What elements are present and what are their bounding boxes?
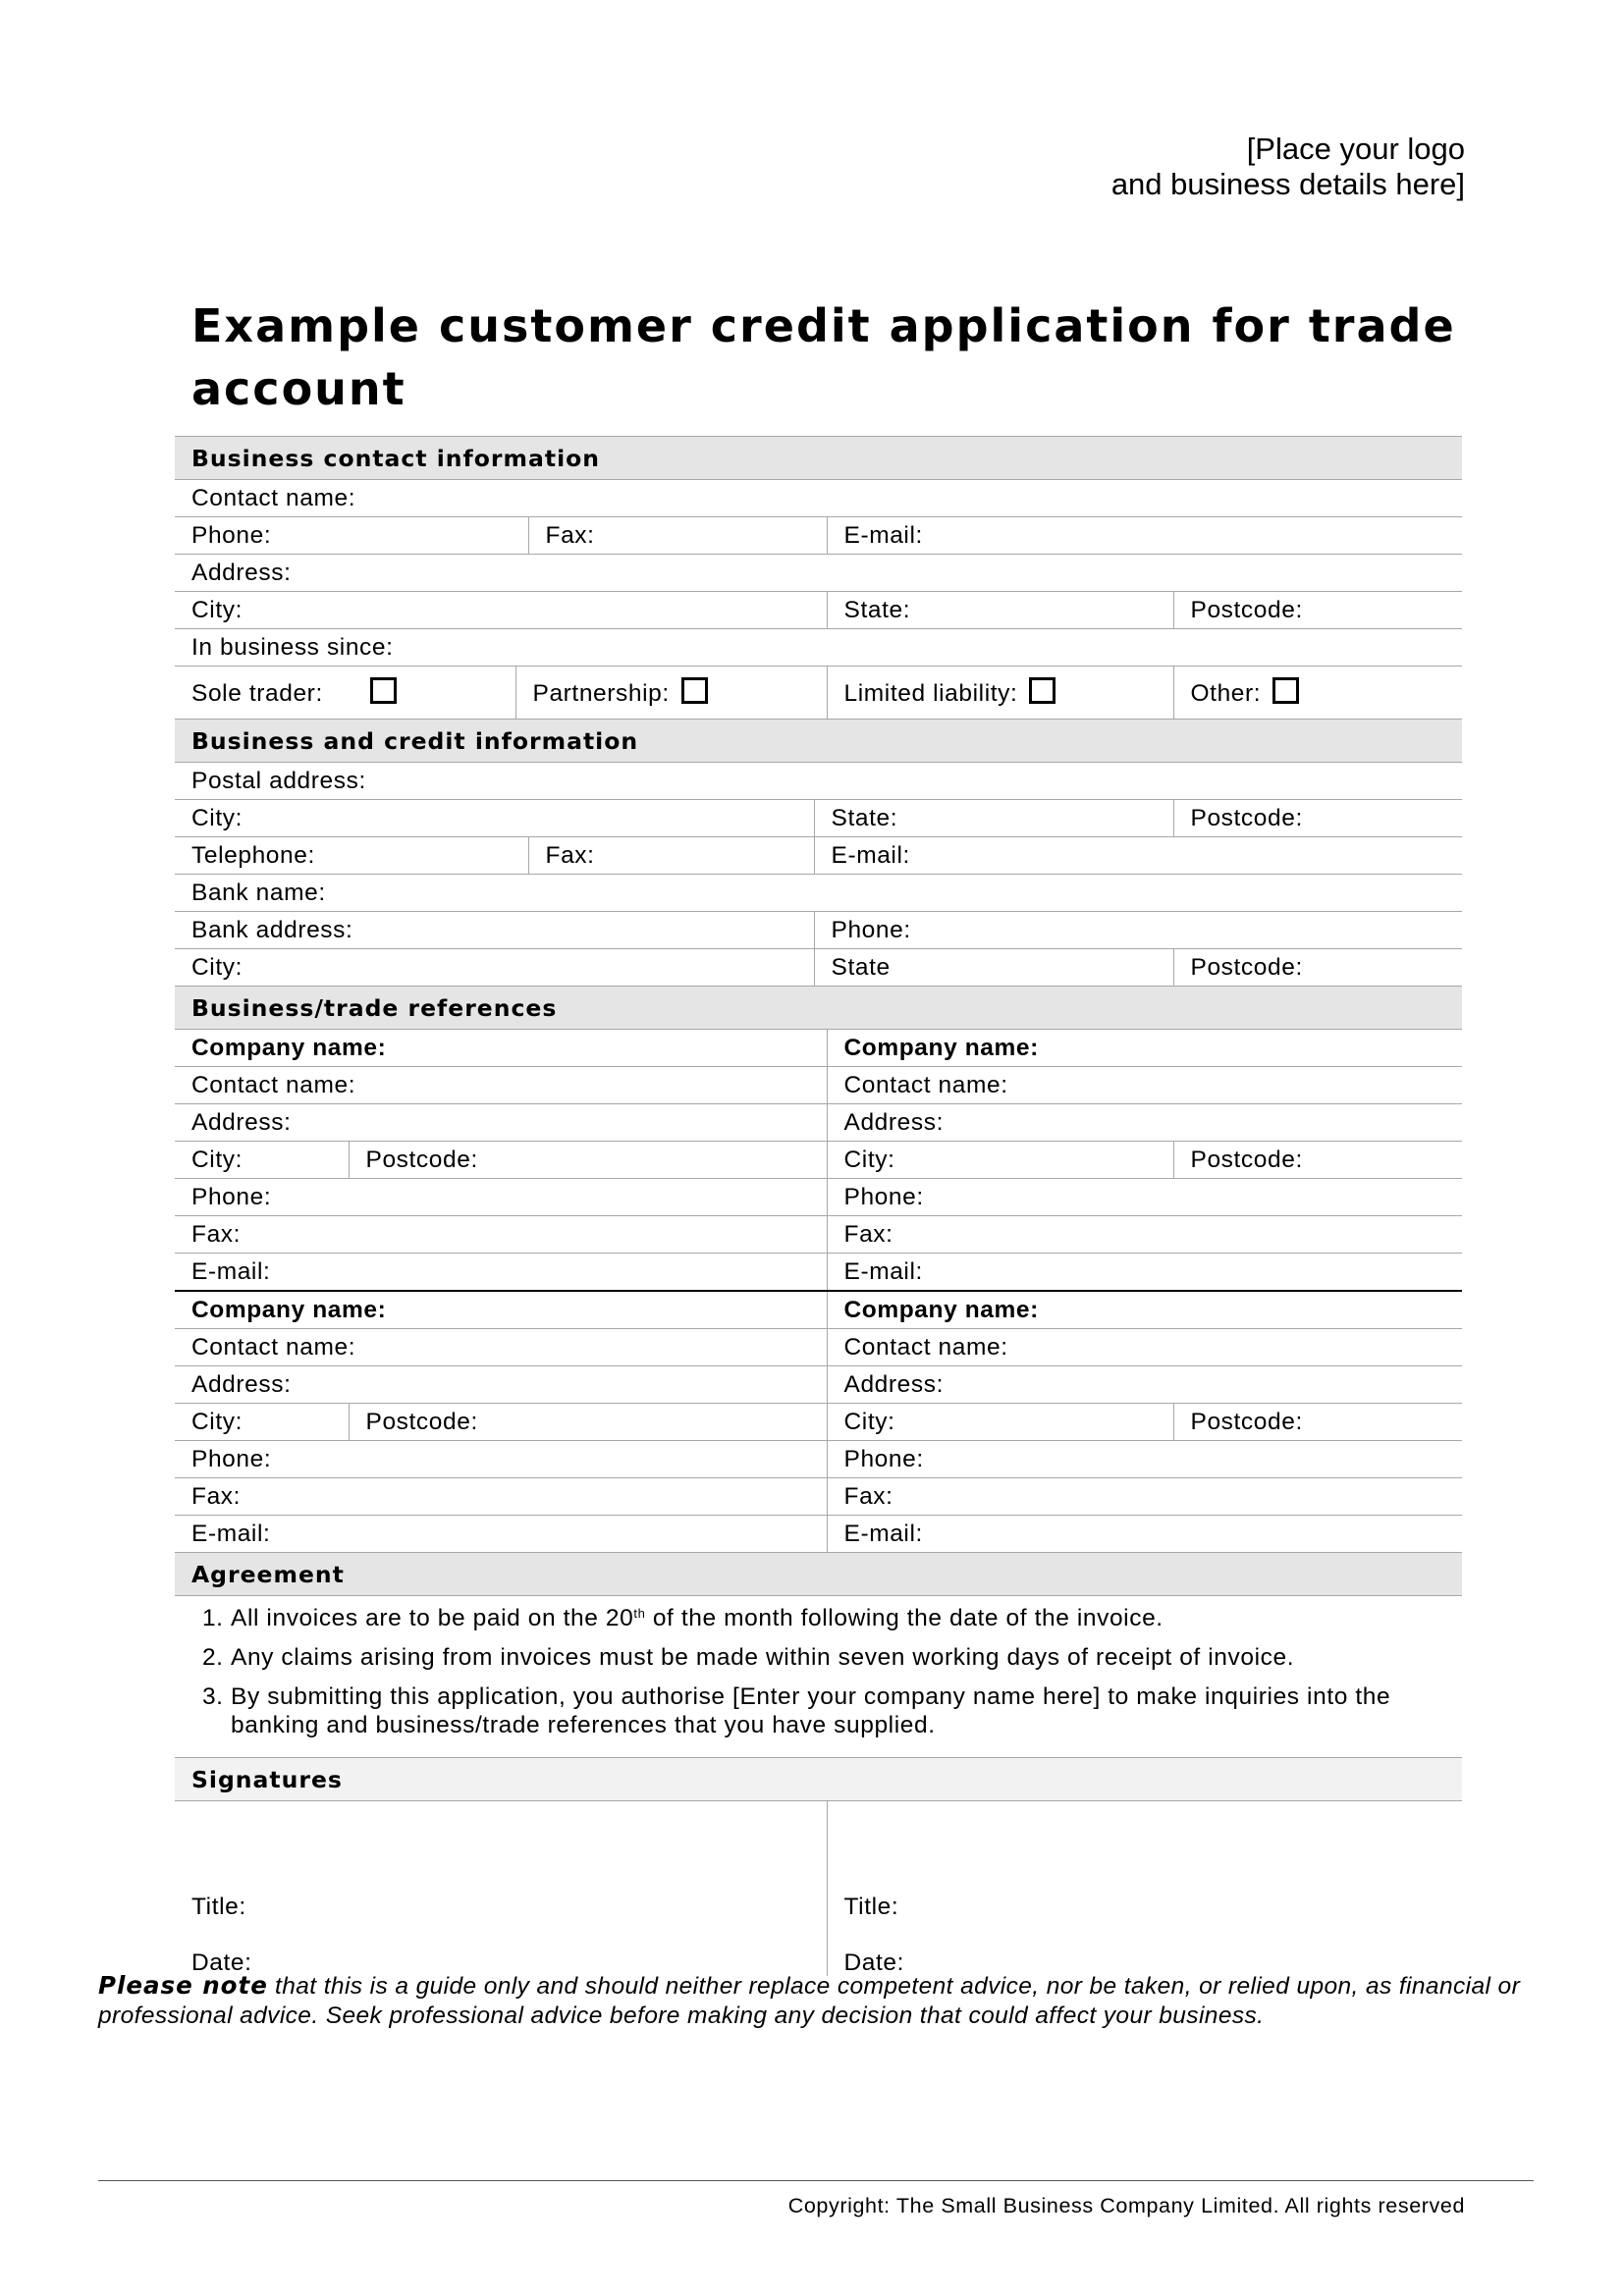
bank-postcode-field[interactable]: Postcode:: [1173, 949, 1462, 987]
form-row: [175, 1179, 1462, 1216]
form-row: [175, 1142, 1462, 1179]
signature-block-right[interactable]: [827, 1801, 1462, 1977]
ref1-email-field[interactable]: E-mail:: [175, 1254, 827, 1292]
form-row: [175, 1441, 1462, 1478]
ref4-postcode-field[interactable]: Postcode:: [1173, 1404, 1462, 1441]
copyright-notice: Copyright: The Small Business Company Limited. All rights reserved: [787, 2194, 1465, 2217]
term-item: 3. By submitting this application, you authorise [Enter your company name here] to make inquiries into the banking and business/trade references that you have supplied.: [231, 1682, 1462, 1739]
agreement-terms: [175, 1596, 1462, 1758]
footer-divider: [98, 2180, 1534, 2181]
form-row: [175, 800, 1462, 837]
email-field[interactable]: E-mail:: [814, 837, 1462, 875]
terms-list: [191, 1604, 1462, 1739]
phone-field[interactable]: Phone:: [175, 517, 528, 555]
form-row: [175, 837, 1462, 875]
term-item: 2. Any claims arising from invoices must be made within seven working days of receipt of invoice.: [231, 1643, 1462, 1672]
form-row: [175, 1404, 1462, 1441]
note-emphasis: Please note: [98, 1971, 268, 2000]
partnership-option: [515, 667, 827, 720]
state-field[interactable]: State:: [814, 800, 1173, 837]
signature-row: [175, 1801, 1462, 1977]
form-row: [175, 1291, 1462, 1329]
form-row: [175, 517, 1462, 555]
section-header-business-credit: [175, 720, 1462, 763]
term-item: [231, 1604, 1462, 1632]
ref2-postcode-field[interactable]: Postcode:: [1173, 1142, 1462, 1179]
ref3-email-field[interactable]: E-mail:: [175, 1516, 827, 1553]
form-row: [175, 912, 1462, 949]
contact-name-field[interactable]: Contact name:: [175, 480, 1462, 517]
section-heading: Signatures: [175, 1758, 1462, 1801]
form-row: [175, 1254, 1462, 1292]
ref4-city-field[interactable]: City:: [827, 1404, 1173, 1441]
page-title: Example customer credit application for trade account: [191, 299, 1456, 415]
ref3-fax-field[interactable]: Fax:: [175, 1478, 827, 1516]
telephone-field[interactable]: Telephone:: [175, 837, 528, 875]
other-checkbox[interactable]: [1272, 677, 1299, 704]
limited-liability-option: [827, 667, 1173, 720]
postcode-field[interactable]: Postcode:: [1173, 800, 1462, 837]
agreement-terms-row: [175, 1596, 1462, 1758]
ref3-contact-name-field[interactable]: Contact name:: [175, 1329, 827, 1366]
signature-title-label: Title:: [191, 1894, 246, 1920]
ref3-postcode-field[interactable]: Postcode:: [349, 1404, 827, 1441]
ref4-email-field[interactable]: E-mail:: [827, 1516, 1462, 1553]
partnership-checkbox[interactable]: [681, 677, 708, 704]
form-row: [175, 1030, 1462, 1067]
form-row: [175, 480, 1462, 517]
address-field[interactable]: Address:: [175, 555, 1462, 592]
form-row: [175, 1366, 1462, 1404]
ref4-address-field[interactable]: Address:: [827, 1366, 1462, 1404]
ref1-address-field[interactable]: Address:: [175, 1104, 827, 1142]
ref2-address-field[interactable]: Address:: [827, 1104, 1462, 1142]
form-row: [175, 1329, 1462, 1366]
disclaimer-note: [98, 1971, 1542, 2031]
form-row: [175, 1067, 1462, 1104]
signature-date-label: Date:: [191, 1949, 252, 1976]
section-header-references: [175, 987, 1462, 1030]
bank-city-field[interactable]: City:: [175, 949, 814, 987]
city-field[interactable]: City:: [175, 592, 827, 629]
ref2-phone-field[interactable]: Phone:: [827, 1179, 1462, 1216]
partnership-label: Partnership:: [532, 679, 670, 707]
fax-field[interactable]: Fax:: [528, 517, 827, 555]
ref2-email-field[interactable]: E-mail:: [827, 1254, 1462, 1292]
ref1-company-name-field[interactable]: Company name:: [175, 1030, 827, 1067]
ref2-contact-name-field[interactable]: Contact name:: [827, 1067, 1462, 1104]
sole-trader-checkbox[interactable]: [370, 677, 397, 704]
ref4-contact-name-field[interactable]: Contact name:: [827, 1329, 1462, 1366]
form-row: [175, 1478, 1462, 1516]
form-row: [175, 592, 1462, 629]
postcode-field[interactable]: Postcode:: [1173, 592, 1462, 629]
ref2-fax-field[interactable]: Fax:: [827, 1216, 1462, 1254]
form-row: [175, 949, 1462, 987]
fax-field[interactable]: Fax:: [528, 837, 814, 875]
ref2-company-name-field[interactable]: Company name:: [827, 1030, 1462, 1067]
section-header-business-contact: [175, 437, 1462, 480]
bank-name-field[interactable]: Bank name:: [175, 875, 1462, 912]
bank-phone-field[interactable]: Phone:: [814, 912, 1462, 949]
ref1-city-field[interactable]: City:: [175, 1142, 349, 1179]
sole-trader-option: [175, 667, 515, 720]
sole-trader-label: Sole trader:: [191, 679, 323, 707]
signature-date-label: Date:: [843, 1949, 905, 1976]
term-1-text-end: of the month following the date of the invoice.: [645, 1605, 1164, 1631]
logo-line-2: and business details here]: [1110, 167, 1465, 201]
business-type-row: [175, 667, 1462, 720]
section-header-signatures: [175, 1758, 1462, 1801]
city-field[interactable]: City:: [175, 800, 814, 837]
section-heading: Business and credit information: [175, 720, 1462, 763]
ref3-city-field[interactable]: City:: [175, 1404, 349, 1441]
term-1-text: All invoices are to be paid on the 20: [231, 1605, 634, 1631]
ref3-address-field[interactable]: Address:: [175, 1366, 827, 1404]
form-row: [175, 763, 1462, 800]
form-row: [175, 629, 1462, 667]
ref3-company-name-field[interactable]: Company name:: [175, 1291, 827, 1329]
section-heading: Agreement: [175, 1553, 1462, 1596]
form-row: [175, 1516, 1462, 1553]
bank-state-field[interactable]: State: [814, 949, 1173, 987]
logo-line-1: [Place your logo: [1246, 132, 1465, 166]
note-text: that this is a guide only and should neither replace competent advice, nor be taken, or relied upon, as financial or professional advice. Seek professional advice before making any decision that could affect your business.: [98, 1973, 1521, 2029]
ref4-fax-field[interactable]: Fax:: [827, 1478, 1462, 1516]
section-heading: Business/trade references: [175, 987, 1462, 1030]
email-field[interactable]: E-mail:: [827, 517, 1462, 555]
postal-address-field[interactable]: Postal address:: [175, 763, 1462, 800]
ref2-city-field[interactable]: City:: [827, 1142, 1173, 1179]
signature-title-label: Title:: [843, 1894, 899, 1920]
section-heading: Business contact information: [175, 437, 1462, 480]
ref4-phone-field[interactable]: Phone:: [827, 1441, 1462, 1478]
bank-address-field[interactable]: Bank address:: [175, 912, 814, 949]
form-row: [175, 875, 1462, 912]
ordinal-suffix: th: [633, 1606, 646, 1621]
form-row: [175, 555, 1462, 592]
ref3-phone-field[interactable]: Phone:: [175, 1441, 827, 1478]
signature-block-left[interactable]: [175, 1801, 827, 1977]
form-row: [175, 1216, 1462, 1254]
limited-liability-label: Limited liability:: [843, 679, 1018, 707]
ref1-contact-name-field[interactable]: Contact name:: [175, 1067, 827, 1104]
ref1-fax-field[interactable]: Fax:: [175, 1216, 827, 1254]
form-row: [175, 1104, 1462, 1142]
credit-application-form: [175, 436, 1462, 1976]
ref1-postcode-field[interactable]: Postcode:: [349, 1142, 827, 1179]
section-header-agreement: [175, 1553, 1462, 1596]
in-business-since-field[interactable]: In business since:: [175, 629, 1462, 667]
ref4-company-name-field[interactable]: Company name:: [827, 1291, 1462, 1329]
other-option: [1173, 667, 1462, 720]
ref1-phone-field[interactable]: Phone:: [175, 1179, 827, 1216]
state-field[interactable]: State:: [827, 592, 1173, 629]
logo-placeholder: [1111, 132, 1465, 202]
other-label: Other:: [1190, 679, 1262, 707]
limited-liability-checkbox[interactable]: [1029, 677, 1056, 704]
